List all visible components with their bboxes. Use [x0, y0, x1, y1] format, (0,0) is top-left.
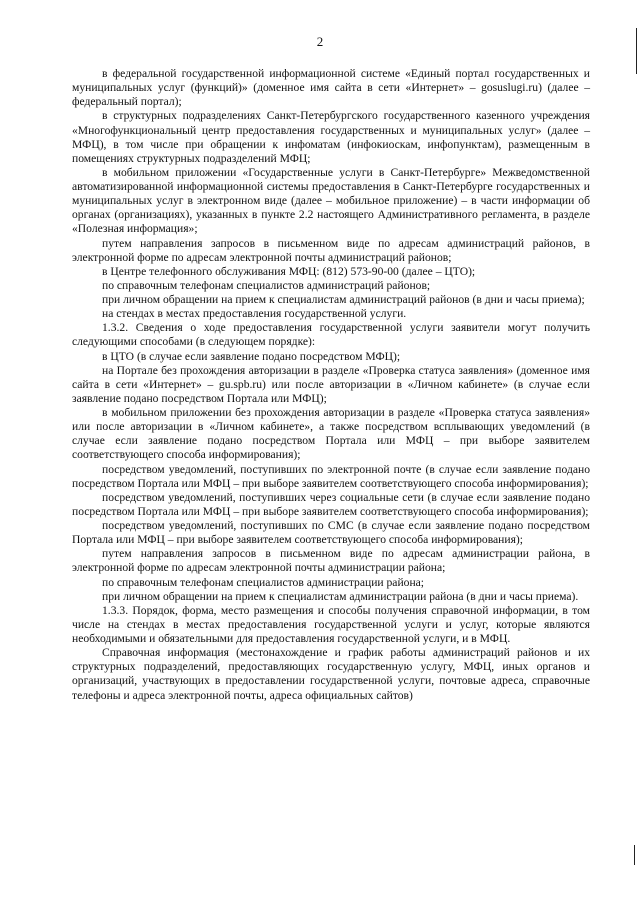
- paragraph: на Портале без прохождения авторизации в разделе «Проверка статуса заявления» (доменное имя сайта в сети «Интернет» – gu.spb.ru) или после авторизации в «Личном кабинете» (в случае если заявление подано посредством Портала или МФЦ);: [72, 363, 590, 405]
- paragraph: в Центре телефонного обслуживания МФЦ: (812) 573-90-00 (далее – ЦТО);: [102, 264, 476, 278]
- paragraph: при личном обращении на прием к специалистам администраций районов (в дни и часы приема);: [102, 293, 585, 306]
- paragraph: при личном обращении на прием к специалистам администрации района (в дни и часы приема).: [102, 589, 579, 603]
- paragraph: посредством уведомлений, поступивших по СМС (в случае если заявление подано посредством Портала или МФЦ – при выборе заявителем соответствующего способа информирования);: [72, 519, 590, 547]
- scan-edge-mark: [634, 845, 635, 865]
- paragraph: путем направления запросов в письменном виде по адресам администраций районов, в электронной форме по адресам электронной почты администраций районов;: [72, 236, 590, 264]
- body-text: [72, 67, 590, 703]
- paragraph: в ЦТО (в случае если заявление подано посредством МФЦ);: [102, 349, 401, 363]
- paragraph: посредством уведомлений, поступивших через социальные сети (в случае если заявление подано посредством Портала или МФЦ – при выборе заявителем соответствующего способа информирования);: [72, 490, 590, 518]
- paragraph: по справочным телефонам специалистов администраций районов;: [102, 278, 431, 292]
- paragraph: путем направления запросов в письменном виде по адресам администрации района, в электронной форме по адресам электронной почты администрации района;: [72, 547, 590, 575]
- scan-edge-mark: [636, 28, 637, 74]
- paragraph: Справочная информация (местонахождение и график работы администраций районов и их структурных подразделений, предоставляющих государственную услугу, МФЦ, иных органов и организаций, участвующих в предоставлении государственной услуги, почтовые адреса, справочные телефоны и адреса электронной почты, адреса официальных сайтов): [72, 646, 590, 702]
- paragraph: 1.3.2. Сведения о ходе предоставления государственной услуги заявители могут получить следующими способами (в следующем порядке):: [72, 321, 590, 349]
- paragraph: в мобильном приложении «Государственные услуги в Санкт-Петербурге» Межведомственной автоматизированной информационной системы предоставления в Санкт-Петербурге государственных и муниципальных услуг в электронном виде (далее – мобильное приложение) – в части информации об органах (организациях), указанных в пункте 2.2 настоящего Административного регламента, в разделе «Полезная информация»;: [72, 165, 590, 236]
- paragraph: в структурных подразделениях Санкт-Петербургского государственного казенного учреждения «Многофункциональный центр предоставления государственных и муниципальных услуг» (далее – МФЦ), в том числе при обращении к инфоматам (инфокиоскам, инфопунктам), размещенным в помещениях структурных подразделений МФЦ;: [72, 109, 590, 165]
- page-number: 2: [316, 34, 324, 49]
- paragraph: по справочным телефонам специалистов администрации района;: [102, 575, 425, 589]
- paragraph: на стендах в местах предоставления государственной услуги.: [102, 307, 407, 321]
- paragraph: в мобильном приложении без прохождения авторизации в разделе «Проверка статуса заявления» или после авторизации в «Личном кабинете», а также посредством всплывающих уведомлений (в случае если заявление подано посредством Портала или МФЦ – при выборе заявителем соответствующего способа информирования);: [72, 406, 590, 462]
- paragraph: в федеральной государственной информационной системе «Единый портал государственных и муниципальных услуг (функций)» (доменное имя сайта в сети «Интернет» – gosuslugi.ru) (далее – федеральный портал);: [72, 67, 590, 109]
- paragraph: посредством уведомлений, поступивших по электронной почте (в случае если заявление подано посредством Портала или МФЦ – при выборе заявителем соответствующего способа информирования);: [72, 462, 590, 490]
- paragraph: 1.3.3. Порядок, форма, место размещения и способы получения справочной информации, в том числе на стендах в местах предоставления государственной услуги и услуг, которые являются необходимыми и обязательными для предоставления государственной услуги, и в МФЦ.: [72, 603, 590, 645]
